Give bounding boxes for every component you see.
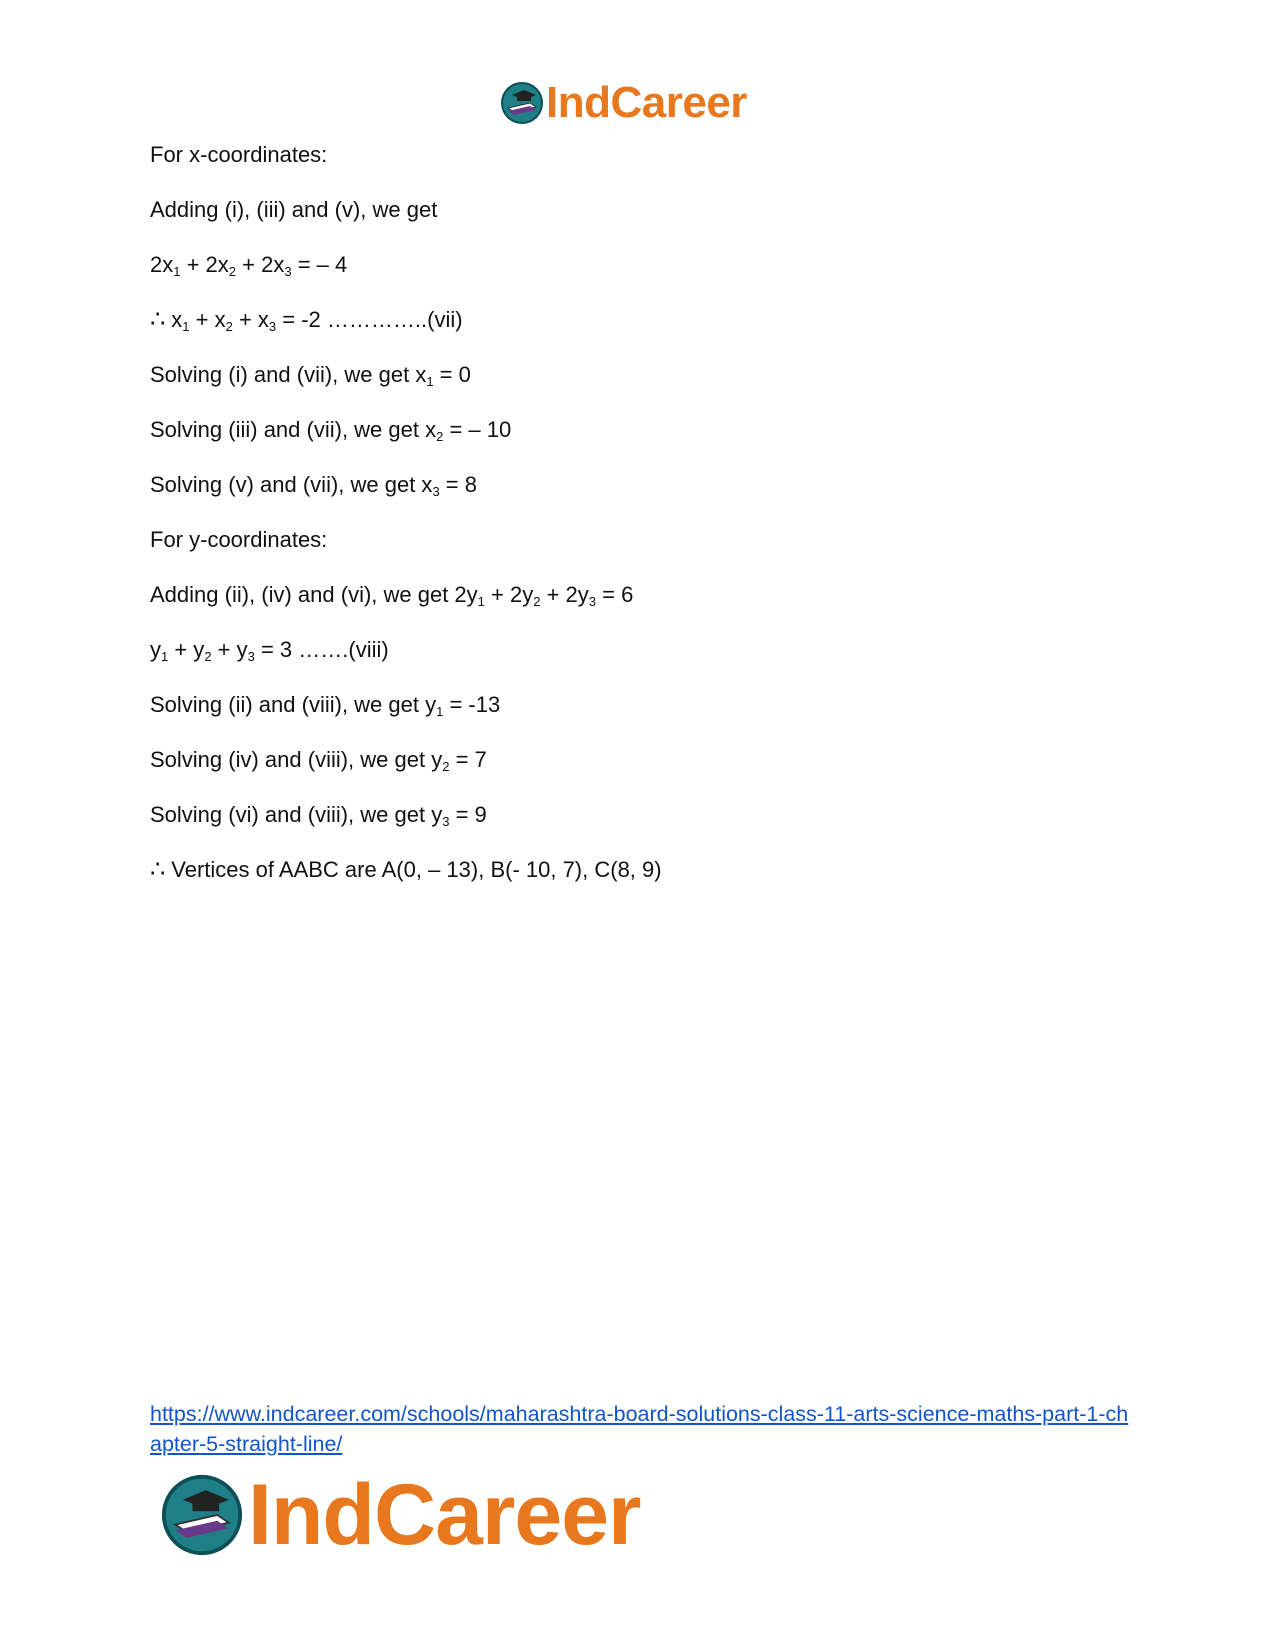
text-line: Solving (iii) and (vii), we get $x_2$ = – 10 [150,417,512,444]
footer-logo [160,1467,641,1563]
equation-line: $2x_1 + 2x_2 + 2x_3$ = – 4 [150,252,348,279]
text-line: Solving (iv) and (viii), we get $y_2 = 7$ [150,747,487,774]
text-line: Solving (vi) and (viii), we get $y_3 = 9$ [150,802,487,829]
text-line: For y-coordinates: [150,527,328,552]
source-link[interactable]: https://www.indcareer.com/schools/maharashtra-board-solutions-class-11-arts-science-maths-part-1-chapter-5-straight-line/ [150,1402,1129,1456]
document-body [150,142,1130,912]
header-logo [500,80,747,126]
therefore-symbol: ∴ [150,856,166,883]
header-brand-text: IndCareer [546,78,747,127]
text-line: Adding (i), (iii) and (v), we get [150,197,438,222]
graduation-book-icon [500,81,544,125]
footer-brand-text: IndCareer [248,1467,641,1563]
equation-line: $y_1 + y_2 + y_3 = 3$ …….(viii) [150,637,389,664]
text-line: For x-coordinates: [150,142,328,167]
conclusion-line: ∴ Vertices of AABC are A(0, – 13), B(- 10, 7), C(8, 9) [150,856,662,883]
text-line: Solving (ii) and (viii), we get $y_1 = -13$ [150,692,501,719]
graduation-book-icon [160,1473,244,1557]
therefore-symbol: ∴ [150,306,166,333]
equation-line: ∴ $x_1 + x_2 + x_3 = -2$ …………..(vii) [150,306,463,334]
equation-line: Adding (ii), (iv) and (vi), we get $2y_1 + 2y_2 + 2y_3 = 6$ [150,582,634,609]
text-line: Solving (i) and (vii), we get $x_1 = 0$ [150,362,471,389]
text-line: Solving (v) and (vii), we get $x_3 = 8$ [150,472,477,499]
